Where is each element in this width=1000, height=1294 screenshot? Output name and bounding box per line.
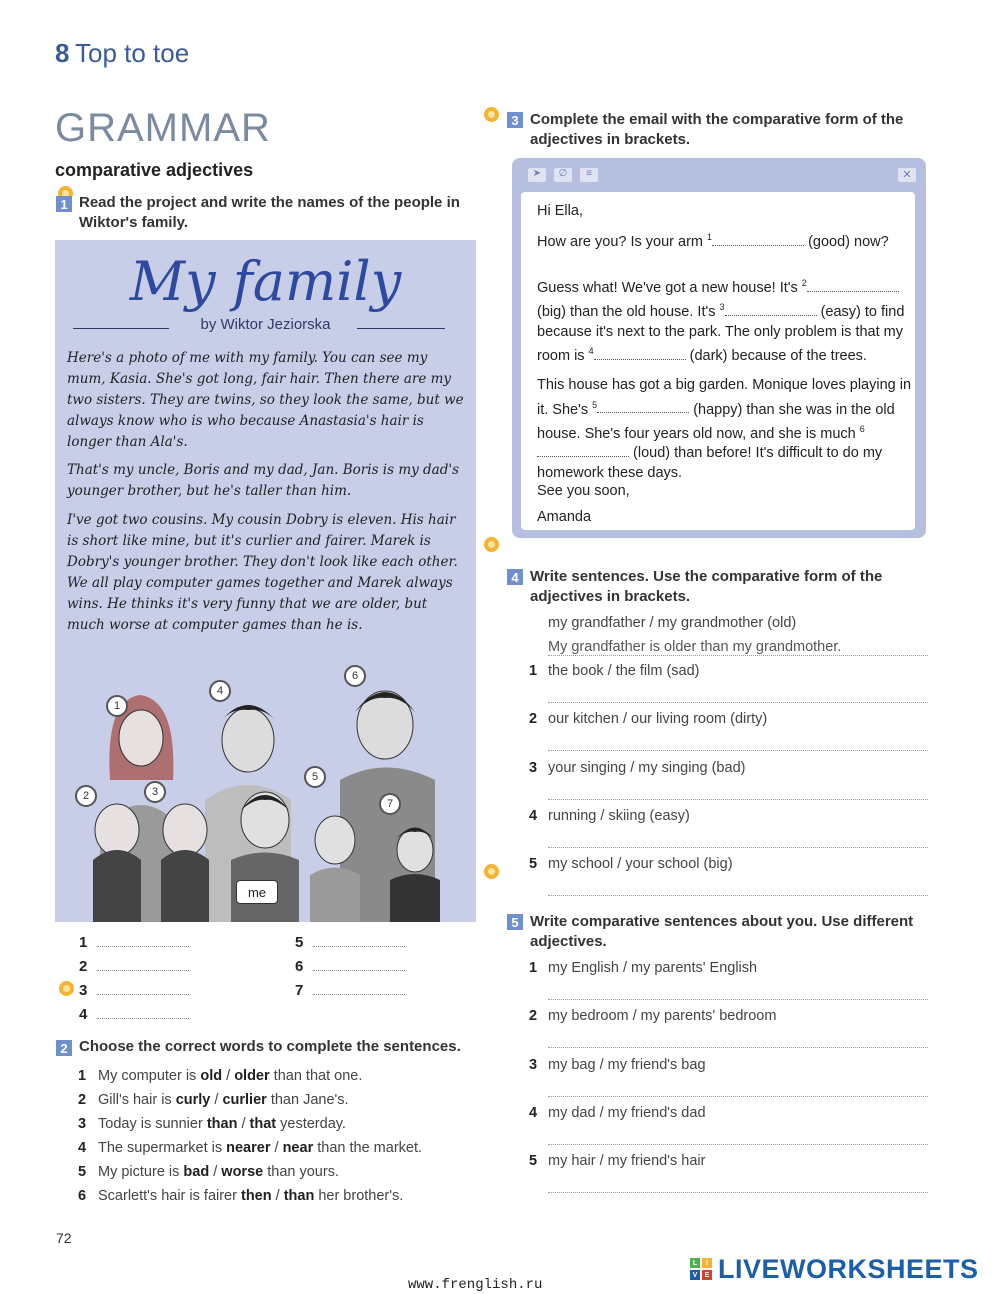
send-icon[interactable]: ➤ (528, 168, 546, 182)
item-prompt: my dad / my friend's dad (548, 1105, 706, 1121)
item-prompt: my school / your school (big) (548, 856, 733, 872)
page-number: 72 (56, 1230, 72, 1246)
star-icon (484, 107, 499, 122)
list-item (78, 1136, 422, 1160)
footer-url: www.frenglish.ru (408, 1277, 543, 1293)
logo-tile: L (690, 1258, 700, 1268)
star-icon (484, 537, 499, 552)
section-subtitle: comparative adjectives (55, 160, 254, 180)
answers-left (79, 931, 189, 1027)
item-prompt: your singing / my singing (bad) (548, 760, 746, 776)
email-paragraph-1 (537, 228, 917, 252)
option[interactable]: nearer (226, 1140, 271, 1156)
answer-line[interactable] (548, 894, 928, 896)
item-number: 4 (78, 1140, 87, 1156)
exercise-5-list (529, 960, 929, 1200)
exercise-2-number: 2 (56, 1040, 72, 1056)
logo-tile: I (702, 1258, 712, 1268)
item-number: 4 (529, 808, 538, 824)
answer-blank[interactable] (97, 982, 189, 995)
answer-number: 4 (79, 1006, 88, 1023)
gap-blank[interactable] (807, 279, 899, 292)
email-window (512, 158, 926, 538)
answer-line[interactable] (548, 998, 928, 1000)
liveworksheets-logo-icon (690, 1258, 714, 1282)
item-prompt: the book / the film (sad) (548, 663, 700, 679)
figure-number-3: 3 (144, 781, 166, 803)
option[interactable]: that (249, 1116, 277, 1132)
list-item (78, 1064, 422, 1088)
option[interactable]: old (200, 1068, 223, 1084)
option[interactable]: bad (183, 1164, 210, 1180)
gap-number: 5 (592, 399, 598, 410)
answer-line[interactable] (548, 1095, 928, 1097)
item-number: 3 (529, 1057, 538, 1073)
item-text: than that one. (269, 1068, 363, 1084)
logo-tile: E (702, 1270, 712, 1280)
item-text: Today is sunnier (98, 1116, 207, 1132)
email-text: (dark) because of the trees. (685, 347, 867, 364)
gap-number: 1 (707, 232, 713, 242)
item-text: than the market. (313, 1140, 423, 1156)
item-number: 2 (529, 711, 538, 727)
option[interactable]: curly (175, 1092, 211, 1108)
answer-line[interactable] (548, 798, 928, 800)
answer-blank[interactable] (313, 982, 405, 995)
exercise-4-instruction: Write sentences. Use the comparative form of the adjectives in brackets. (530, 568, 883, 605)
gap-number: 6 (859, 423, 865, 434)
answer-line[interactable] (548, 1046, 928, 1048)
project-paragraph-1: Here's a photo of me with my family. You can see my mum, Kasia. She's got long, fair hair. Then there are my two sisters. They are twins, so they look the same, but we always know who is who because Anastasia's hair is longer than Ala's. (67, 350, 464, 450)
example-prompt: my grandfather / my grandmother (old) (548, 615, 797, 631)
gap-blank[interactable] (597, 400, 689, 413)
item-text: The supermarket is (98, 1140, 227, 1156)
item-number: 5 (529, 1153, 538, 1169)
gap-blank[interactable] (725, 303, 817, 316)
email-text: (easy) to find because it's next to the park. The only problem is that my room is (537, 304, 905, 364)
star-icon (484, 864, 499, 879)
figure-number-1: 1 (106, 695, 128, 717)
option[interactable]: than (206, 1116, 238, 1132)
answer-line[interactable] (548, 846, 928, 848)
figure-number-2: 2 (75, 785, 97, 807)
exercise-5-instruction: Write comparative sentences about you. Use different adjectives. (530, 913, 914, 950)
item-text: Scarlett's hair is fairer (98, 1188, 241, 1204)
email-text: Guess what! We've got a new house! It's (537, 279, 802, 296)
unit-number: 8 (55, 38, 70, 68)
exercise-3-number: 3 (507, 112, 523, 128)
item-prompt: running / skiing (easy) (548, 808, 690, 824)
exercise-5-number: 5 (507, 914, 523, 930)
answer-number: 6 (295, 958, 304, 975)
star-icon (59, 981, 74, 996)
list-item (78, 1184, 422, 1208)
exercise-3-instruction: Complete the email with the comparative form of the adjectives in brackets. (530, 111, 904, 148)
email-signature: Amanda (537, 509, 592, 525)
figure-number-6: 6 (344, 665, 366, 687)
gap-blank[interactable] (594, 347, 686, 360)
item-prompt: my bag / my friend's bag (548, 1057, 706, 1073)
item-number: 1 (529, 960, 538, 976)
email-text: How are you? Is your arm (537, 233, 708, 250)
list-item (78, 1112, 422, 1136)
list-item (78, 1160, 422, 1184)
attach-icon[interactable]: ∅ (554, 168, 572, 182)
item-number: 2 (78, 1092, 87, 1108)
item-prompt: our kitchen / our living room (dirty) (548, 711, 768, 727)
gap-number: 4 (588, 346, 594, 357)
gap-number: 2 (801, 278, 807, 288)
project-panel (55, 240, 476, 922)
project-title: My family (129, 250, 402, 313)
answer-line[interactable] (548, 749, 928, 751)
exercise-2-instruction: Choose the correct words to complete the sentences. (79, 1038, 461, 1055)
email-body (521, 192, 915, 530)
option-separator: / (271, 1188, 284, 1204)
option[interactable]: then (240, 1188, 272, 1204)
item-text: Gill's hair is (98, 1092, 176, 1108)
item-prompt: my bedroom / my parents' bedroom (548, 1008, 777, 1024)
project-paragraph-2: That's my uncle, Boris and my dad, Jan. Boris is my dad's younger brother, but he's taller than him. (67, 462, 460, 499)
example-answer: My grandfather is older than my grandmother. (548, 639, 928, 656)
answer-line[interactable] (548, 1191, 928, 1193)
option[interactable]: near (282, 1140, 314, 1156)
item-number: 6 (78, 1188, 87, 1204)
logo-tile: V (690, 1270, 700, 1280)
item-text: her brother's. (314, 1188, 404, 1204)
item-number: 3 (78, 1116, 87, 1132)
answer-blank[interactable] (313, 958, 405, 971)
section-title: GRAMMAR (55, 106, 271, 150)
email-paragraph-3 (537, 376, 917, 483)
item-number: 4 (529, 1105, 538, 1121)
answer-number: 2 (79, 958, 88, 975)
email-text: (happy) than she was in the old house. She's four years old now, and she is much (537, 401, 895, 442)
answer-number: 1 (79, 934, 88, 951)
answers-right (295, 931, 405, 1003)
answer-number: 5 (295, 934, 304, 951)
divider (357, 328, 445, 329)
item-prompt: my English / my parents' English (548, 960, 758, 976)
item-number: 5 (529, 856, 538, 872)
gap-blank[interactable] (712, 233, 804, 246)
exercise-1-instruction: Read the project and write the names of the people in Wiktor's family. (79, 194, 460, 231)
gap-blank[interactable] (537, 444, 629, 457)
email-closing: See you soon, (537, 483, 630, 499)
item-text: yesterday. (276, 1116, 346, 1132)
option-separator: / (222, 1068, 235, 1084)
me-label: me (236, 880, 278, 904)
answer-line[interactable] (548, 701, 928, 703)
email-text: This house has got a big garden. Monique loves playing in it. She's (537, 377, 912, 418)
answer-line[interactable] (548, 1143, 928, 1145)
project-paragraph-3: I've got two cousins. My cousin Dobry is eleven. His hair is short like mine, but it's curlier and fairer. Marek is Dobry's younger brother. They don't look like each other. We all play computer games together and Marek always wins. He thinks it's very funny that we are older, but much worse at computer games than he is. (67, 512, 458, 633)
exercise-2-list (78, 1064, 422, 1208)
exercise-1-number: 1 (56, 196, 72, 212)
option-separator: / (210, 1092, 223, 1108)
item-text: than Jane's. (266, 1092, 349, 1108)
email-text: (loud) than before! It's difficult to do my homework these days. (537, 445, 883, 481)
item-text: than yours. (263, 1164, 339, 1180)
item-text: My picture is (98, 1164, 184, 1180)
figure-number-5: 5 (304, 766, 326, 788)
email-greeting: Hi Ella, (537, 203, 583, 219)
option[interactable]: than (283, 1188, 315, 1204)
item-number: 2 (529, 1008, 538, 1024)
gap-number: 3 (719, 302, 725, 313)
option[interactable]: curlier (222, 1092, 267, 1108)
item-number: 1 (529, 663, 538, 679)
option[interactable]: worse (221, 1164, 264, 1180)
list-item (78, 1088, 422, 1112)
close-icon[interactable]: ✕ (898, 168, 916, 182)
list-icon[interactable]: ≡ (580, 168, 598, 182)
exercise-4-number: 4 (507, 569, 523, 585)
figure-number-7: 7 (379, 793, 401, 815)
option[interactable]: older (234, 1068, 270, 1084)
liveworksheets-logo[interactable]: LIVEWORKSHEETS (718, 1254, 979, 1284)
answer-blank[interactable] (313, 934, 405, 947)
unit-title: Top to toe (75, 38, 190, 68)
item-number: 3 (529, 760, 538, 776)
figure-number-4: 4 (209, 680, 231, 702)
item-number: 1 (78, 1068, 87, 1084)
answer-number: 3 (79, 982, 88, 999)
email-paragraph-2 (537, 274, 917, 366)
item-prompt: my hair / my friend's hair (548, 1153, 706, 1169)
project-byline: by Wiktor Jeziorska (200, 316, 331, 333)
answer-blank[interactable] (97, 1006, 189, 1019)
item-text: My computer is (98, 1068, 201, 1084)
answer-blank[interactable] (97, 958, 189, 971)
email-toolbar (520, 164, 918, 190)
answer-blank[interactable] (97, 934, 189, 947)
item-number: 5 (78, 1164, 87, 1180)
option-separator: / (237, 1116, 250, 1132)
answer-number: 7 (295, 982, 304, 999)
email-text: (big) than the old house. It's (537, 304, 720, 321)
exercise-4-list (529, 663, 929, 903)
email-text: (good) now? (804, 233, 889, 250)
option-separator: / (209, 1164, 222, 1180)
option-separator: / (270, 1140, 283, 1156)
